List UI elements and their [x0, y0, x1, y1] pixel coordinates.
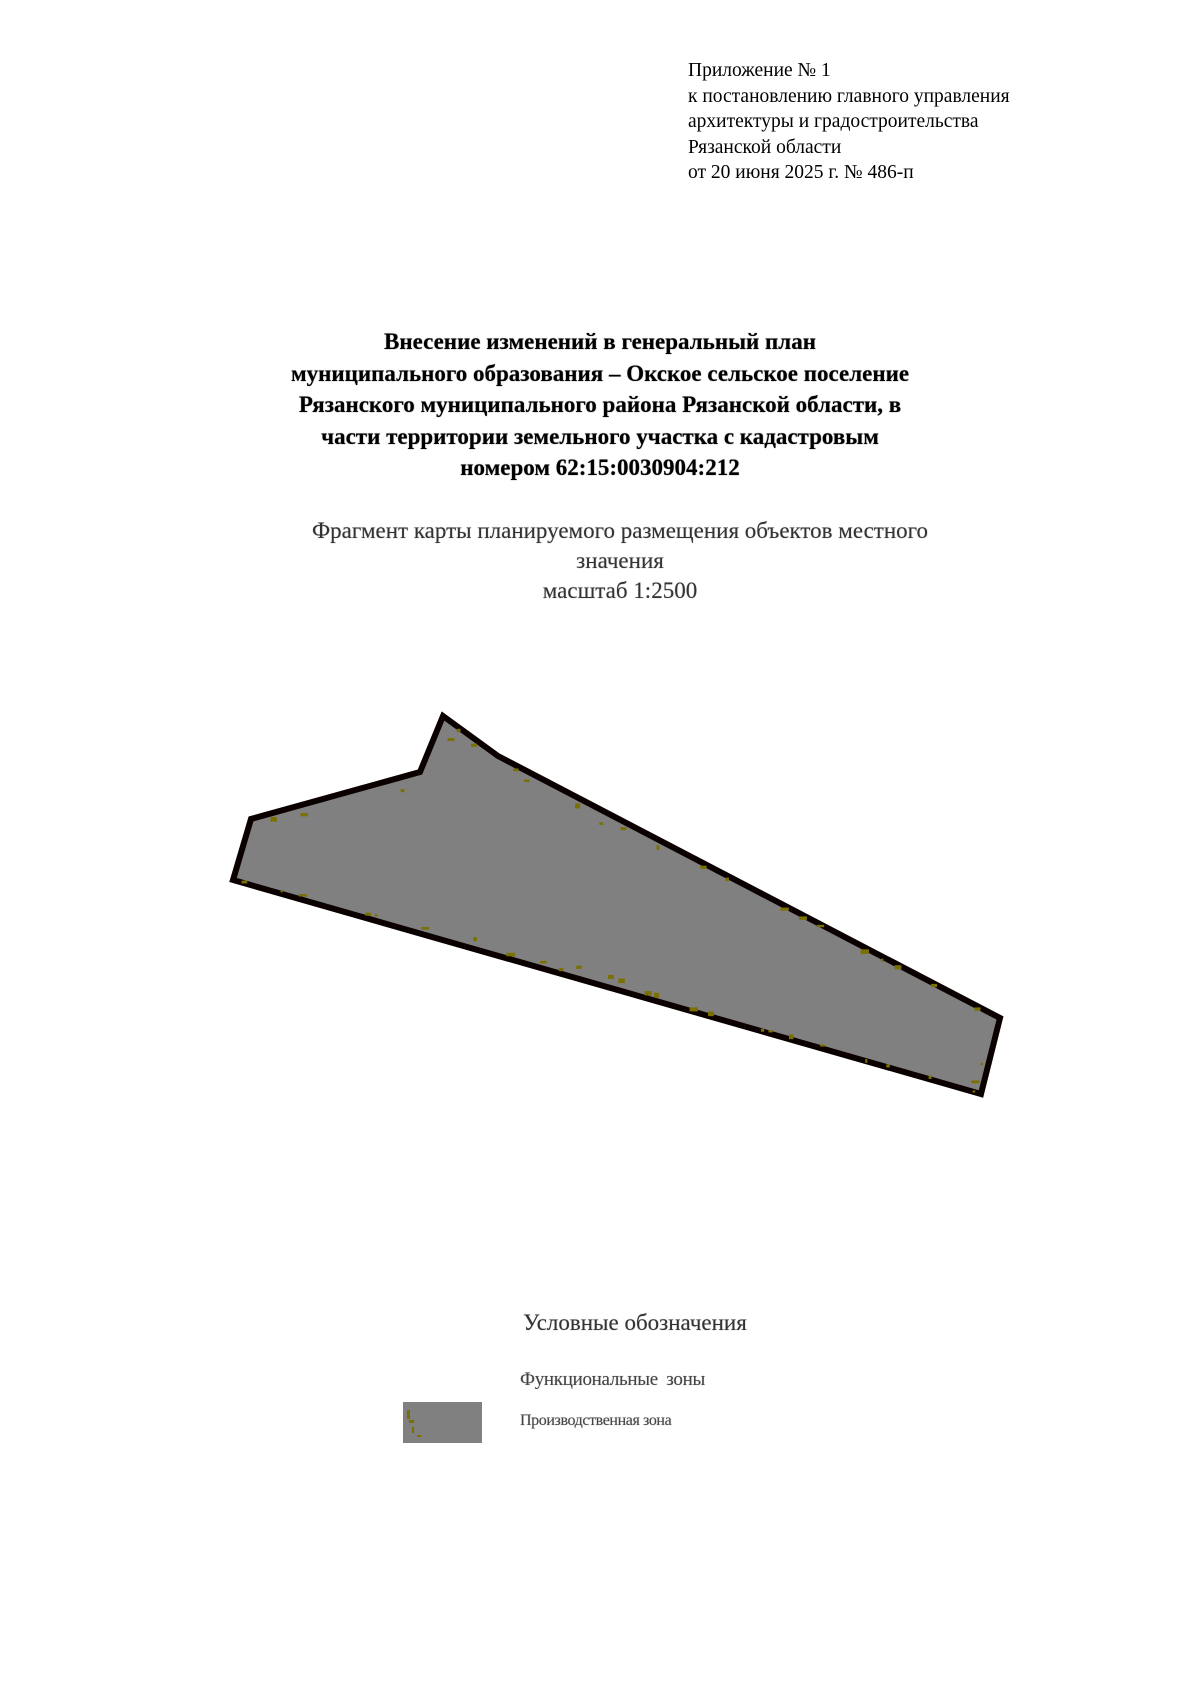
production-zone-parcel: [233, 716, 1000, 1094]
zone-speckle: [271, 817, 277, 822]
zone-speckle: [725, 878, 729, 881]
title-line: части территории земельного участка с кадастровым: [321, 423, 879, 449]
zone-speckle: [513, 769, 519, 772]
production-zone-swatch: [403, 1402, 482, 1443]
zone-speckle: [365, 913, 371, 916]
zone-speckle: [471, 744, 477, 747]
zone-speckle: [861, 949, 870, 954]
zone-speckle: [540, 961, 547, 964]
zone-speckle: [608, 975, 614, 979]
appendix-line: архитектуры и градостроительства: [688, 111, 979, 132]
zone-speckle: [799, 916, 807, 919]
map-scale: масштаб 1:2500: [542, 578, 698, 603]
zone-speckle: [931, 984, 937, 987]
title-line: муниципального образования – Окское сельское поселение: [290, 360, 910, 386]
zone-speckle: [654, 993, 659, 998]
zone-speckle: [448, 738, 455, 741]
caption-line: значения: [576, 548, 664, 573]
zone-speckle: [421, 927, 429, 930]
appendix-line: Приложение № 1: [688, 60, 831, 81]
appendix-line: к постановлению главного управления: [688, 85, 1010, 107]
zone-speckle: [700, 866, 706, 869]
zone-speckle: [457, 729, 461, 732]
zone-speckle: [473, 937, 477, 941]
zone-speckle: [559, 968, 564, 971]
zone-speckle: [524, 780, 529, 783]
legend-title: Условные обозначения: [523, 1310, 747, 1335]
zone-speckle: [506, 953, 515, 957]
zone-speckle: [761, 1029, 764, 1032]
zone-speckle: [865, 1059, 867, 1063]
zone-speckle: [895, 965, 902, 969]
appendix-line: от 20 июня 2025 г. № 486-п: [688, 162, 914, 183]
zone-speckle: [618, 979, 624, 984]
zone-speckle: [974, 1007, 980, 1010]
zone-speckle: [973, 1090, 976, 1092]
zone-speckle: [929, 1076, 932, 1080]
zone-speckle: [981, 1063, 983, 1066]
zone-speckle: [708, 1012, 714, 1017]
zone-speckle: [242, 881, 248, 884]
zone-speckle: [300, 813, 308, 816]
zone-speckle: [599, 822, 603, 825]
zone-speckle: [401, 789, 405, 792]
zone-speckle: [281, 890, 283, 892]
title-line: Рязанского муниципального района Рязанской области, в: [298, 392, 902, 417]
zone-speckle: [768, 1030, 773, 1032]
legend-group-heading: Функциональные зоны: [520, 1369, 705, 1390]
zone-speckle: [657, 845, 660, 850]
legend-item-label: Производственная зона: [520, 1412, 672, 1429]
zone-speckle: [789, 1034, 793, 1039]
zone-speckle: [621, 827, 627, 830]
zone-speckle: [576, 966, 582, 969]
zone-speckle: [820, 1045, 825, 1047]
title-line: номером 62:15:0030904:212: [460, 455, 740, 480]
zone-speckle: [881, 959, 883, 962]
zone-speckle: [971, 1081, 979, 1084]
zone-speckle: [375, 914, 378, 917]
zone-speckle: [690, 1007, 698, 1011]
zone-speckle: [575, 804, 580, 809]
zone-speckle: [299, 894, 307, 896]
caption-line: Фрагмент карты планируемого размещения объектов местного: [311, 518, 929, 543]
zone-speckle: [645, 991, 652, 995]
appendix-line: Рязанской области: [688, 136, 842, 158]
zone-speckle: [817, 925, 824, 927]
zone-speckle: [780, 908, 789, 911]
zone-speckle: [886, 1065, 890, 1068]
title-line: Внесение изменений в генеральный план: [384, 329, 816, 354]
